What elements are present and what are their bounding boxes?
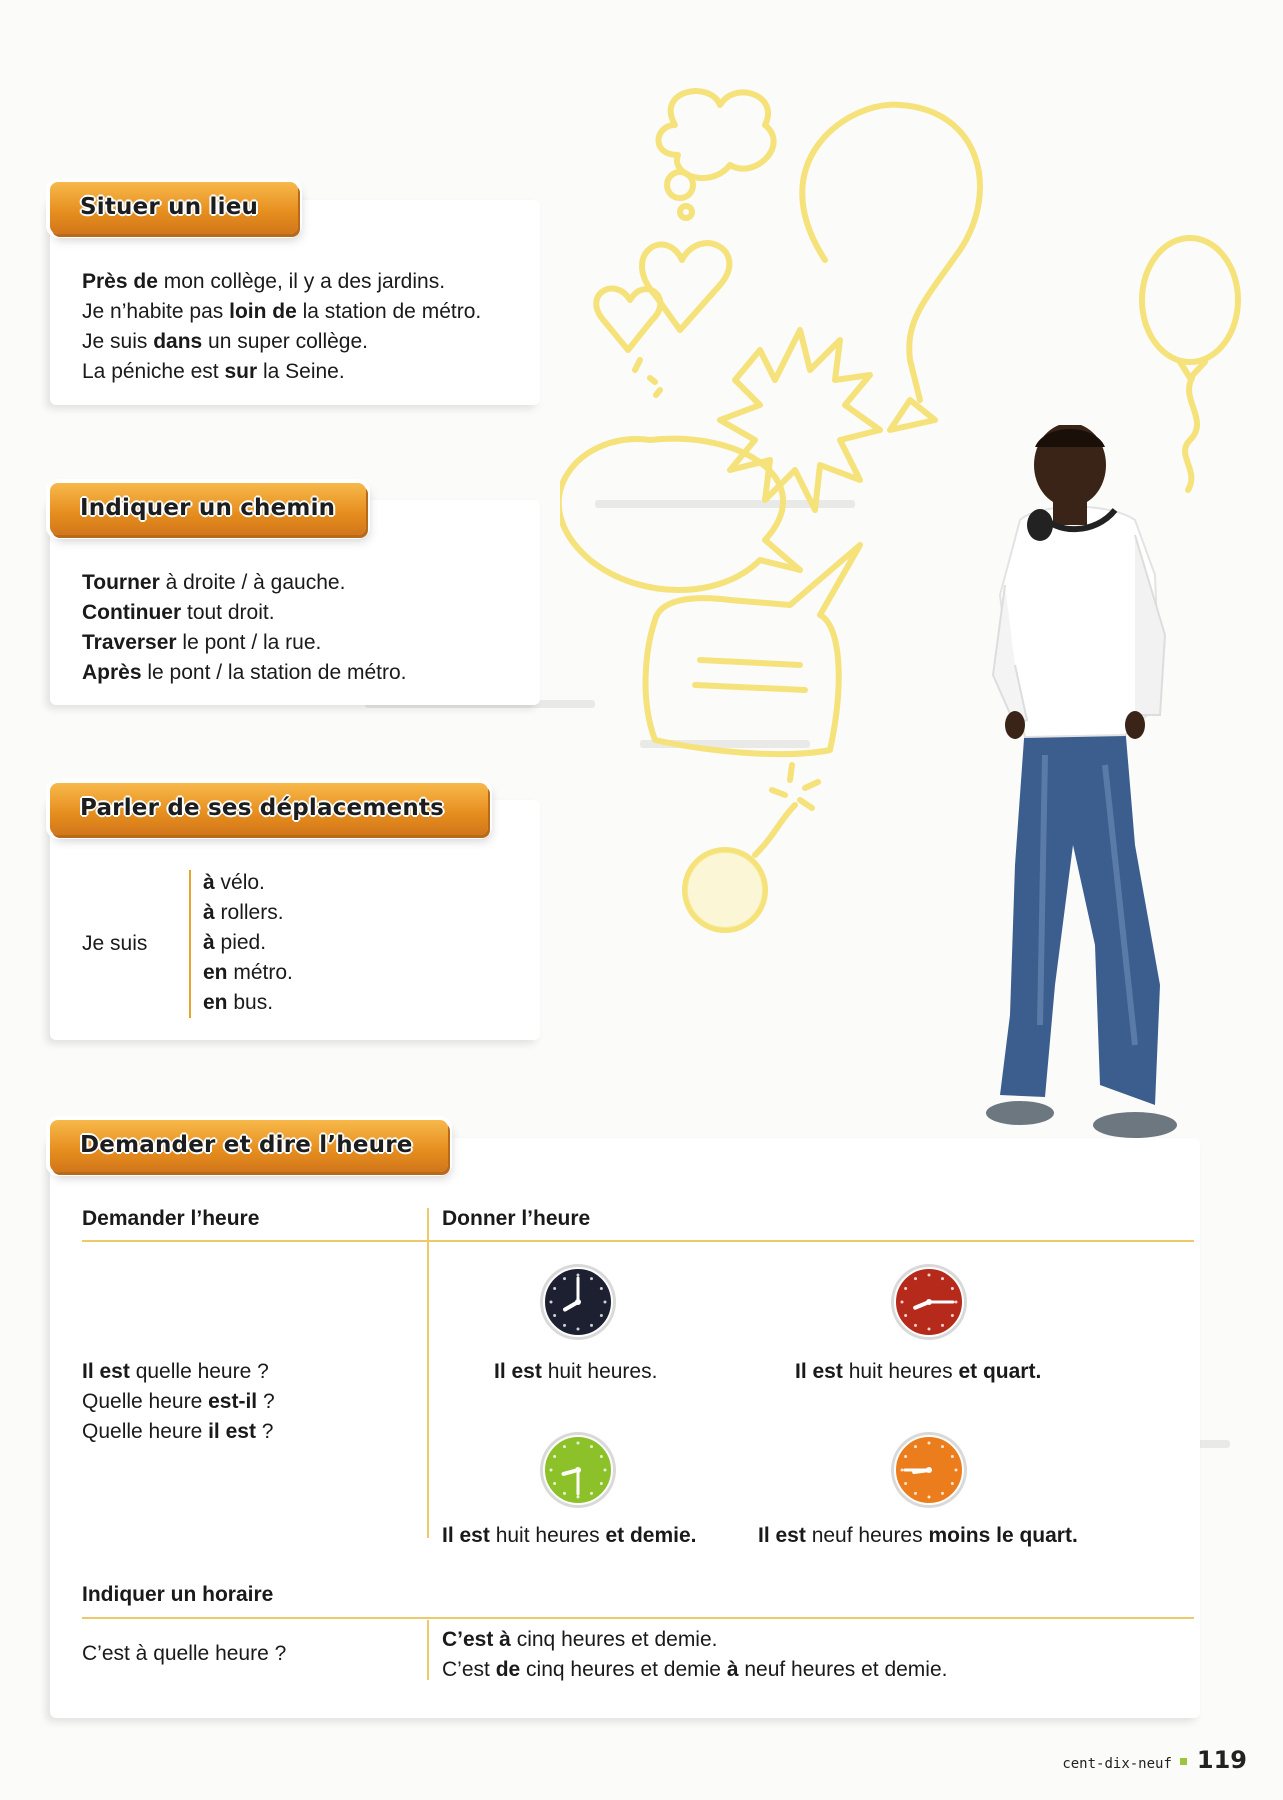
situer-banner <box>50 182 298 234</box>
situer-line: Je suis dans un super collège. <box>82 330 368 353</box>
clock-caption-8-30: Il est huit heures et demie. <box>442 1524 697 1547</box>
chemin-title: Indiquer un chemin <box>80 495 336 521</box>
situer-line: La péniche est sur la Seine. <box>82 360 345 383</box>
ask-line: Quelle heure il est ? <box>82 1420 274 1443</box>
chemin-line: Traverser le pont / la rue. <box>82 631 322 654</box>
transport-option: à pied. <box>203 931 267 954</box>
boy-photo <box>985 425 1200 1145</box>
horaire-divider <box>427 1620 429 1680</box>
table-header-rule <box>82 1240 1194 1242</box>
rectangle-speech-bubble <box>646 545 860 754</box>
page-word: cent-dix-neuf <box>1062 1756 1172 1772</box>
chemin-line: Après le pont / la station de métro. <box>82 661 407 684</box>
transport-option: en bus. <box>203 991 274 1014</box>
situer-title: Situer un lieu <box>80 194 259 220</box>
ask-line: Quelle heure est-il ? <box>82 1390 275 1413</box>
chemin-line: Continuer tout droit. <box>82 601 275 624</box>
chemin-lines <box>82 568 407 688</box>
je-suis-label: Je suis <box>82 932 148 955</box>
transport-option: en métro. <box>203 961 293 984</box>
thought-dot-large <box>667 172 693 198</box>
clock-caption-8-00: Il est huit heures. <box>494 1360 658 1383</box>
situer-line: Près de mon collège, il y a des jardins. <box>82 270 446 293</box>
chemin-banner <box>50 483 366 535</box>
deplacements-options <box>203 868 293 1018</box>
ask-line: Il est quelle heure ? <box>82 1360 269 1383</box>
ask-lines <box>82 1357 275 1447</box>
clock-8-30 <box>538 1430 618 1510</box>
thought-dot-small <box>680 206 692 218</box>
situer-line: Je n’habite pas loin de la station de métro. <box>82 300 482 323</box>
balloon-doodle <box>1142 238 1238 362</box>
deplacements-title: Parler de ses déplacements <box>80 795 444 821</box>
situer-lines <box>82 267 481 387</box>
col-donner-header: Donner l’heure <box>442 1207 591 1230</box>
deplacements-card <box>50 800 540 1040</box>
horaire-question: C’est à quelle heure ? <box>82 1642 287 1665</box>
thought-bubble <box>658 91 773 178</box>
chemin-line: Tourner à droite / à gauche. <box>82 571 346 594</box>
transport-option: à rollers. <box>203 901 284 924</box>
square-bullet-icon <box>1180 1758 1187 1765</box>
clock-8-15 <box>889 1262 969 1342</box>
clock-caption-8-15: Il est huit heures et quart. <box>795 1360 1042 1383</box>
heure-banner <box>50 1120 448 1172</box>
clock-caption-8-45: Il est neuf heures moins le quart. <box>758 1524 1078 1547</box>
question-mark-doodle <box>802 105 980 400</box>
horaire-answers <box>442 1625 947 1685</box>
horaire-header: Indiquer un horaire <box>82 1583 274 1606</box>
heure-title: Demander et dire l’heure <box>80 1132 413 1158</box>
table-column-divider <box>427 1208 429 1538</box>
starburst-doodle <box>720 330 880 510</box>
page-number: 119 <box>1196 1746 1247 1774</box>
heart-doodle-small <box>596 289 660 350</box>
deplacements-divider <box>189 870 191 1018</box>
deplacements-banner <box>50 783 488 835</box>
transport-option: à vélo. <box>203 871 265 894</box>
page-number-footer <box>1062 1746 1247 1774</box>
clock-8-45 <box>889 1430 969 1510</box>
horaire-answer: C’est à cinq heures et demie. <box>442 1628 718 1651</box>
horaire-rule <box>82 1617 1194 1619</box>
col-demander-header: Demander l’heure <box>82 1207 260 1230</box>
horaire-answer: C’est de cinq heures et demie à neuf heures et demie. <box>442 1658 948 1681</box>
clock-8-00 <box>538 1262 618 1342</box>
